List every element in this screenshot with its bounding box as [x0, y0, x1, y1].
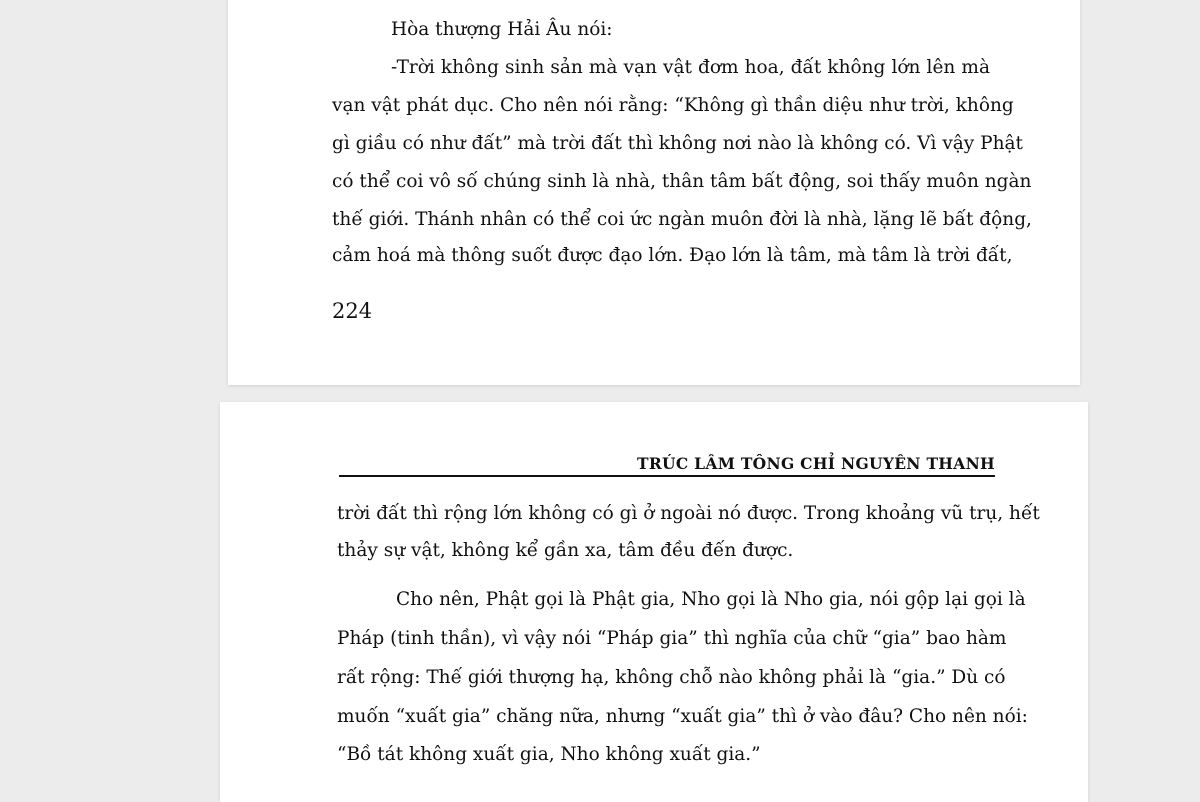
- text-line: Hòa thượng Hải Âu nói:: [391, 19, 613, 40]
- text-line: “Bồ tát không xuất gia, Nho không xuất gia.”: [337, 744, 761, 765]
- text-line: thảy sự vật, không kể gần xa, tâm đều đến được.: [337, 540, 794, 561]
- text-line: -Trời không sinh sản mà vạn vật đơm hoa, đất không lớn lên mà: [391, 57, 990, 78]
- document-page-224: [228, 0, 1080, 385]
- running-header: TRÚC LÂM TÔNG CHỈ NGUYÊN THANH: [637, 454, 995, 473]
- text-line: thế giới. Thánh nhân có thể coi ức ngàn muôn đời là nhà, lặng lẽ bất động,: [332, 209, 1032, 230]
- text-line: có thể coi vô số chúng sinh là nhà, thân tâm bất động, soi thấy muôn ngàn: [332, 171, 1032, 192]
- header-rule: [339, 475, 995, 477]
- text-line: Cho nên, Phật gọi là Phật gia, Nho gọi là Nho gia, nói gộp lại gọi là: [396, 589, 1026, 610]
- document-page-225: [220, 402, 1088, 802]
- text-line: Pháp (tinh thần), vì vậy nói “Pháp gia” thì nghĩa của chữ “gia” bao hàm: [337, 628, 1007, 649]
- text-line: rất rộng: Thế giới thượng hạ, không chỗ nào không phải là “gia.” Dù có: [337, 667, 1006, 688]
- page-number: 224: [332, 299, 373, 323]
- text-line: cảm hoá mà thông suốt được đạo lớn. Đạo lớn là tâm, mà tâm là trời đất,: [332, 245, 1013, 266]
- text-line: trời đất thì rộng lớn không có gì ở ngoài nó được. Trong khoảng vũ trụ, hết: [337, 503, 1040, 524]
- text-line: muốn “xuất gia” chăng nữa, nhưng “xuất gia” thì ở vào đâu? Cho nên nói:: [337, 706, 1028, 727]
- text-line: vạn vật phát dục. Cho nên nói rằng: “Không gì thần diệu như trời, không: [332, 95, 1014, 116]
- text-line: gì giầu có như đất” mà trời đất thì không nơi nào là không có. Vì vậy Phật: [332, 133, 1023, 154]
